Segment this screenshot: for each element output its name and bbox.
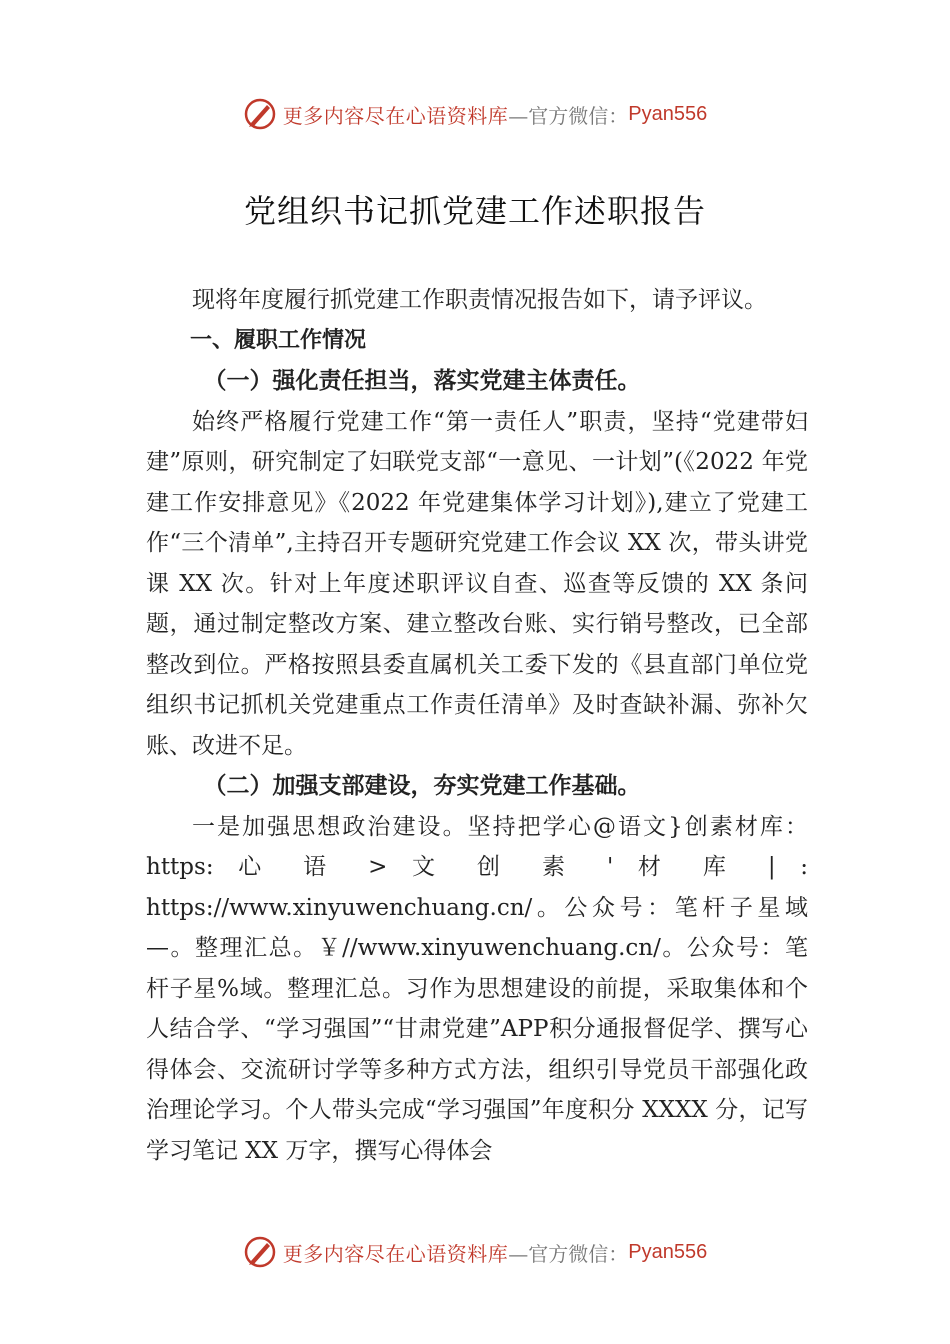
body-paragraph: 始终严格履行党建工作“第一责任人”职责，坚持“党建带妇建”原则，研究制定了妇联党支部“一意见、一计划”(《2022 年党建工作安排意见》《2022 年党建集体学习计划》),建立了党建工作“三个清单”,主持召开专题研究党建工作会议 XX 次，带头讲党课 XX 次。针对上年度述职评议自查、巡查等反馈的 XX 条问题，通过制定整改方案、建立整改台账、实行销号整改，已全部整改到位。严格按照县委直属机关工委下发的《县直部门单位党组织书记抓机关党建重点工作责任清单》及时查缺补漏、弥补欠账、改进不足。 [146, 408, 808, 759]
section-heading: 一、履职工作情况 [190, 327, 367, 353]
footer-banner [0, 1232, 950, 1272]
header-banner [0, 94, 950, 134]
subsection-heading: （二）加强支部建设，夯实党建工作基础。 [203, 772, 641, 799]
body-paragraph: 一是加强思想政治建设。坚持把学心@语文}创素材库：https: 心 语 > 文 创 素 ' 材 库 | : https://www.xinyuwenchuang.cn/。公众号：笔杆子星域—。整理汇总。￥//www.xinyuwenchuang.cn/。公众号：笔杆子星%域。整理汇总。习作为思想建设的前提，采取集体和个人结合学、“学习强国”“甘肃党建”APP积分通报督促学、撰写心得体会、交流研讨学等多种方式方法，组织引导党员干部强化政治理论学习。个人带头完成“学习强国”年度积分 XXXX 分，记写学习笔记 XX 万字，撰写心得体会 [146, 813, 808, 1164]
banner-wechat-id: Pyan556 [628, 1240, 708, 1263]
document-body [146, 280, 808, 1171]
intro-paragraph: 现将年度履行抓党建工作职责情况报告如下，请予评议。 [192, 287, 767, 313]
banner-separator: —官方微信： [508, 1241, 629, 1266]
document-title: 党组织书记抓党建工作述职报告 [243, 192, 706, 230]
subsection-heading: （一）强化责任担当，落实党建主体责任。 [203, 367, 641, 394]
banner-wechat-id: Pyan556 [628, 102, 708, 125]
pen-logo-icon [243, 97, 277, 131]
banner-separator: —官方微信： [508, 103, 629, 128]
banner-text: 更多内容尽在心语资料库 [282, 103, 509, 128]
banner-text: 更多内容尽在心语资料库 [282, 1241, 509, 1266]
pen-logo-icon [243, 1235, 277, 1269]
